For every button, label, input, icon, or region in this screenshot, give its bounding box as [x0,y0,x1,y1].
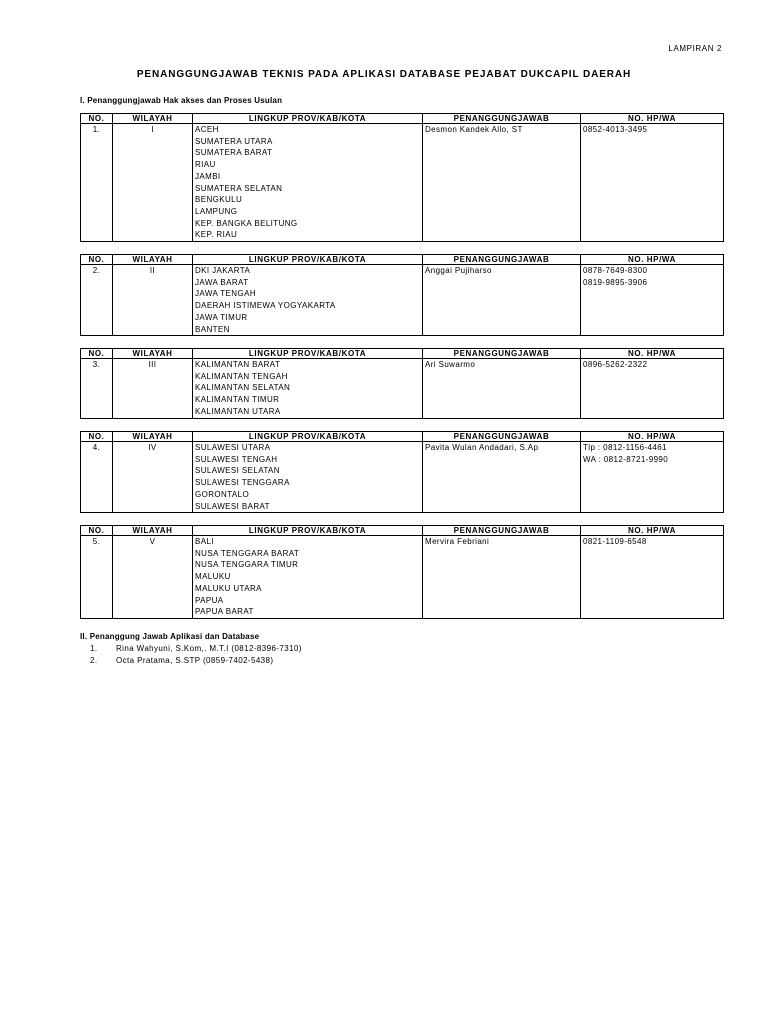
cell-wilayah: III [113,359,193,419]
region-name: KALIMANTAN BARAT [195,360,281,369]
region-name: ACEH [195,125,219,134]
table-header-row [81,526,724,536]
cell-hp [581,536,724,619]
cell-lingkup [193,124,423,242]
header-penanggungjawab: PENANGGUNGJAWAB [423,526,581,536]
header-no: NO. [81,114,113,124]
header-penanggungjawab: PENANGGUNGJAWAB [423,255,581,265]
region-name: DAERAH ISTIMEWA YOGYAKARTA [195,301,336,311]
header-lingkup: LINGKUP PROV/KAB/KOTA [193,349,423,359]
phone-number: 0819-9895-3906 [583,277,648,287]
phone-number: Tlp : 0812-1156-4461 [583,443,667,452]
region-name: JAWA TIMUR [195,312,248,322]
list-item-number: 1. [90,644,98,653]
list-item [80,643,302,655]
cell-wilayah: V [113,536,193,619]
region-name: SUMATERA BARAT [195,148,273,158]
header-wilayah: WILAYAH [113,432,193,442]
cell-hp [581,124,724,242]
list-item-text: Rina Wahyuni, S.Kom,. M.T.I (0812-8396-7310) [116,644,302,653]
region-name: SUMATERA SELATAN [195,183,283,193]
table-row [81,359,724,419]
phone-number: 0896-5262-2322 [583,360,648,369]
header-no: NO. [81,255,113,265]
region-name: RIAU [195,160,216,170]
region-table [80,254,724,336]
table-row [81,265,724,336]
cell-lingkup [193,265,423,336]
region-name: KEP. BANGKA BELITUNG [195,218,298,228]
region-table [80,113,724,242]
list-item-text: Octa Pratama, S.STP (0859-7402-5438) [116,655,274,665]
phone-number: 0878-7649-8300 [583,266,648,275]
cell-wilayah: II [113,265,193,336]
phone-number: 0852-4013-3495 [583,125,648,134]
region-name: PAPUA BARAT [195,607,254,617]
cell-penanggungjawab: Mervira Febriani [423,536,581,619]
header-no: NO. [81,526,113,536]
cell-no: 4. [81,442,113,513]
header-no: NO. [81,349,113,359]
region-name: JAWA BARAT [195,277,249,287]
header-penanggungjawab: PENANGGUNGJAWAB [423,432,581,442]
region-name: NUSA TENGGARA BARAT [195,548,300,558]
region-name: MALUKU UTARA [195,583,262,593]
cell-no: 1. [81,124,113,242]
region-name: SULAWESI BARAT [195,501,270,511]
cell-no: 3. [81,359,113,419]
region-name: DKI JAKARTA [195,266,251,275]
region-name: SULAWESI UTARA [195,443,271,452]
header-hp: NO. HP/WA [581,526,724,536]
header-no: NO. [81,432,113,442]
region-name: BANTEN [195,324,230,334]
region-name: SULAWESI SELATAN [195,466,280,476]
cell-penanggungjawab: Ari Suwarmo [423,359,581,419]
cell-penanggungjawab: Anggai Pujiharso [423,265,581,336]
table-header-row [81,432,724,442]
region-name: KEP. RIAU [195,230,238,240]
table-header-row [81,349,724,359]
section-1-heading: I. Penanggungjawab Hak akses dan Proses Usulan [80,96,283,105]
section-2-list [80,643,302,666]
cell-lingkup [193,536,423,619]
document-title: PENANGGUNGJAWAB TEKNIS PADA APLIKASI DATABASE PEJABAT DUKCAPIL DAERAH [136,69,632,80]
list-item [80,655,302,667]
section-2-heading: II. Penanggung Jawab Aplikasi dan Database [80,632,260,641]
header-penanggungjawab: PENANGGUNGJAWAB [423,114,581,124]
region-table [80,348,724,419]
region-name: SULAWESI TENGAH [195,454,278,464]
list-item-number: 2. [90,655,98,665]
region-name: PAPUA [195,595,224,605]
cell-wilayah: I [113,124,193,242]
header-lingkup: LINGKUP PROV/KAB/KOTA [193,114,423,124]
cell-hp [581,442,724,513]
header-hp: NO. HP/WA [581,432,724,442]
table-header-row [81,114,724,124]
header-lingkup: LINGKUP PROV/KAB/KOTA [193,255,423,265]
region-table [80,431,724,513]
region-name: BENGKULU [195,195,243,205]
header-wilayah: WILAYAH [113,114,193,124]
cell-penanggungjawab: Pavita Wulan Andadari, S.Ap [423,442,581,513]
region-name: KALIMANTAN TENGAH [195,371,288,381]
cell-penanggungjawab: Desmon Kandek Allo, ST [423,124,581,242]
header-hp: NO. HP/WA [581,255,724,265]
table-row [81,124,724,242]
cell-hp [581,359,724,419]
region-table [80,525,724,619]
header-hp: NO. HP/WA [581,349,724,359]
cell-lingkup [193,442,423,513]
region-name: BALI [195,537,214,546]
header-wilayah: WILAYAH [113,526,193,536]
phone-number: WA : 0812-8721-9990 [583,454,669,464]
region-name: KALIMANTAN TIMUR [195,395,280,405]
cell-hp [581,265,724,336]
lampiran-label: LAMPIRAN 2 [668,44,722,53]
cell-no: 5. [81,536,113,619]
table-row [81,536,724,619]
region-name: KALIMANTAN SELATAN [195,383,291,393]
region-name: MALUKU [195,572,231,582]
table-row [81,442,724,513]
header-lingkup: LINGKUP PROV/KAB/KOTA [193,432,423,442]
region-name: KALIMANTAN UTARA [195,406,281,416]
cell-lingkup [193,359,423,419]
cell-wilayah: IV [113,442,193,513]
header-wilayah: WILAYAH [113,349,193,359]
header-hp: NO. HP/WA [581,114,724,124]
region-name: SUMATERA UTARA [195,136,273,146]
cell-no: 2. [81,265,113,336]
region-name: NUSA TENGGARA TIMUR [195,560,299,570]
region-name: SULAWESI TENGGARA [195,478,290,488]
header-lingkup: LINGKUP PROV/KAB/KOTA [193,526,423,536]
table-header-row [81,255,724,265]
region-name: LAMPUNG [195,206,238,216]
region-name: GORONTALO [195,489,250,499]
phone-number: 0821-1109-6548 [583,537,647,546]
header-penanggungjawab: PENANGGUNGJAWAB [423,349,581,359]
region-name: JAMBI [195,171,221,181]
region-name: JAWA TENGAH [195,289,257,299]
header-wilayah: WILAYAH [113,255,193,265]
